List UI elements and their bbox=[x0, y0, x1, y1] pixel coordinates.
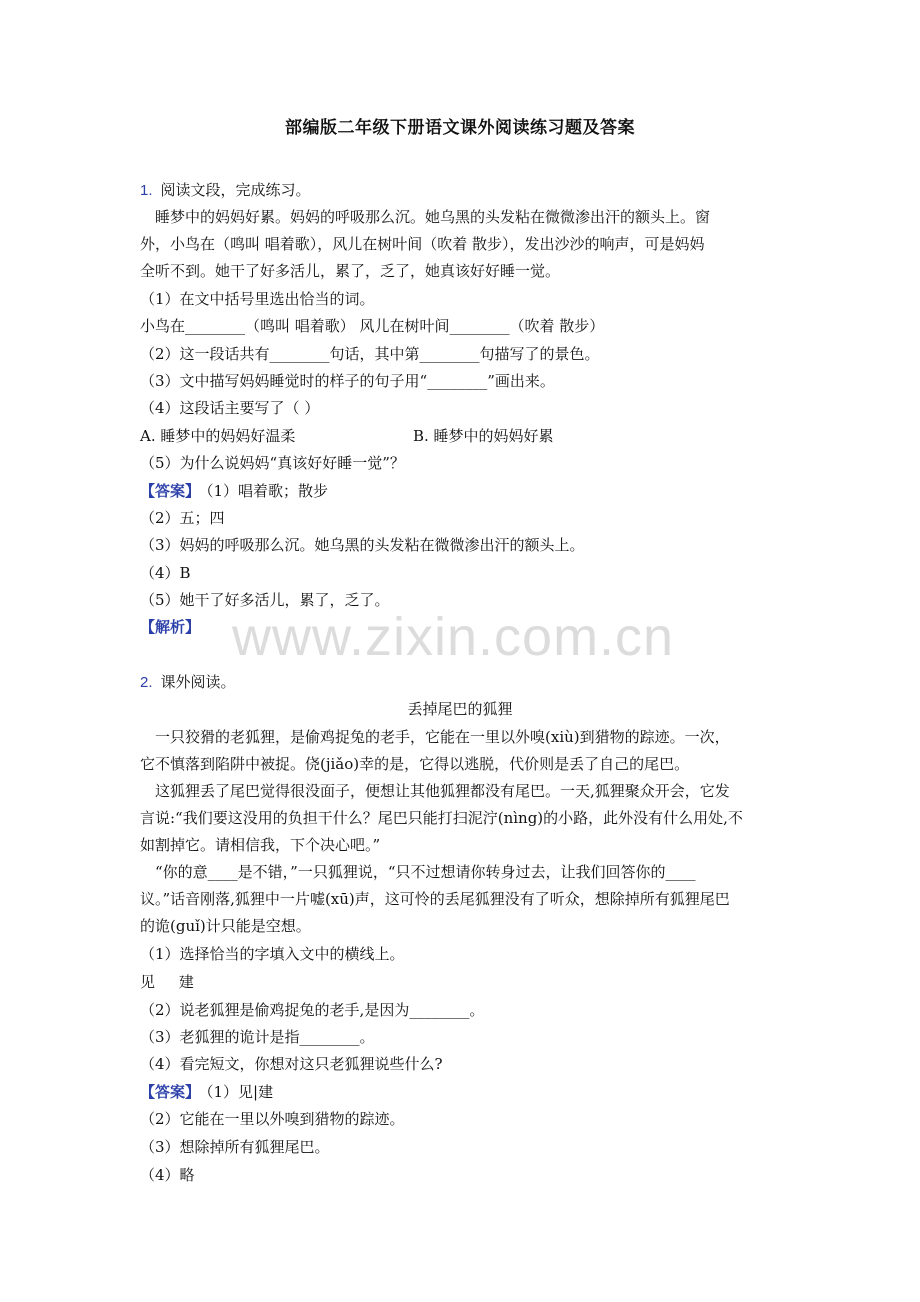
q2-sub3: （3）老狐狸的诡计是指________。 bbox=[140, 1028, 375, 1046]
q1-answer-tag: 【答案】 bbox=[140, 482, 201, 500]
q2-number: 2. bbox=[140, 674, 153, 691]
q1-answer-2: （2）五；四 bbox=[140, 509, 225, 527]
q1-answer-5: （5）她干了好多活儿，累了，乏了。 bbox=[140, 591, 390, 609]
q1-answer-row bbox=[140, 481, 790, 501]
q1-options bbox=[140, 426, 790, 446]
q2-answer-1: （1）见|建 bbox=[206, 1083, 274, 1101]
q2-choices: 见 建 bbox=[140, 973, 194, 991]
q2-heading bbox=[140, 672, 790, 693]
q1-passage-line-2: 外，小鸟在（鸣叫 唱着歌），风儿在树叶间（吹着 散步），发出沙沙的响声，可是妈妈 bbox=[140, 235, 705, 253]
q1-answer-4: （4）B bbox=[140, 564, 191, 582]
q2-answer-4: （4）略 bbox=[140, 1166, 195, 1184]
q2-answer-3: （3）想除掉所有狐狸尾巴。 bbox=[140, 1138, 330, 1156]
q2-story-title: 丢掉尾巴的狐狸 bbox=[407, 700, 513, 718]
q1-option-b: B. 睡梦中的妈妈好累 bbox=[413, 427, 554, 445]
q2-passage-line-4: 言说:“我们要这没用的负担干什么？尾巴只能打扫泥泞(nìng)的小路，此外没有什么用处,不 bbox=[140, 809, 743, 827]
q1-sub3: （3）文中描写妈妈睡觉时的样子的句子用“________”画出来。 bbox=[140, 372, 555, 390]
q2-answer-row bbox=[140, 1082, 790, 1102]
q1-analysis-tag: 【解析】 bbox=[140, 618, 201, 636]
q2-sub4: （4）看完短文，你想对这只老狐狸说些什么? bbox=[140, 1055, 443, 1073]
q2-passage-line-3: 这狐狸丢了尾巴觉得很没面子，便想让其他狐狸都没有尾巴。一天,狐狸聚众开会，它发 bbox=[155, 782, 730, 800]
q1-sub1-blanks: 小鸟在________（鸣叫 唱着歌） 风儿在树叶间________（吹着 散步） bbox=[140, 317, 605, 335]
q1-sub4: （4）这段话主要写了（ ） bbox=[140, 399, 320, 417]
q1-passage-line-3: 全听不到。她干了好多活儿，累了，乏了，她真该好好睡一觉。 bbox=[140, 262, 561, 280]
q1-number: 1. bbox=[140, 182, 153, 199]
q1-answer-3: （3）妈妈的呼吸那么沉。她乌黑的头发粘在微微渗出汗的额头上。 bbox=[140, 536, 585, 554]
q2-passage-line-6: “你的意____是不错，”一只狐狸说，“只不过想请你转身过去，让我们回答你的____ bbox=[155, 863, 696, 881]
q2-passage-line-1: 一只狡猾的老狐狸，是偷鸡捉兔的老手，它能在一里以外嗅(xiù)到猎物的踪迹。一次， bbox=[155, 728, 730, 746]
watermark-text: www.zixin.com.cn bbox=[232, 607, 675, 667]
q2-prompt: 课外阅读。 bbox=[160, 673, 236, 691]
q2-answer-2: （2）它能在一里以外嗅到猎物的踪迹。 bbox=[140, 1110, 405, 1128]
q2-answer-tag: 【答案】 bbox=[140, 1083, 201, 1101]
document-title: 部编版二年级下册语文课外阅读练习题及答案 bbox=[285, 118, 635, 138]
q2-sub1: （1）选择恰当的字填入文中的横线上。 bbox=[140, 945, 405, 963]
q1-prompt: 阅读文段，完成练习。 bbox=[160, 181, 311, 199]
q2-passage-line-2: 它不慎落到陷阱中被捉。侥(jiǎo)幸的是，它得以逃脱，代价则是丢了自己的尾巴。 bbox=[140, 755, 690, 773]
q1-sub2: （2）这一段话共有________句话，其中第________句描写了的景色。 bbox=[140, 345, 600, 363]
q1-option-a: A. 睡梦中的妈妈好温柔 bbox=[140, 427, 296, 445]
q1-passage-line-1: 睡梦中的妈妈好累。妈妈的呼吸那么沉。她乌黑的头发粘在微微渗出汗的额头上。窗 bbox=[155, 208, 711, 226]
q1-sub5: （5）为什么说妈妈“真该好好睡一觉”？ bbox=[140, 454, 405, 472]
q1-sub1: （1）在文中括号里选出恰当的词。 bbox=[140, 290, 375, 308]
q2-passage-line-5: 如割掉它。请相信我，下个决心吧。” bbox=[140, 836, 381, 854]
q1-heading bbox=[140, 180, 790, 201]
q2-passage-line-7: 议。”话音刚落,狐狸中一片嘘(xū)声，这可怜的丢尾狐狸没有了听众，想除掉所有狐狸尾巴 bbox=[140, 890, 730, 908]
q1-answer-1: （1）唱着歌；散步 bbox=[206, 482, 329, 500]
q2-sub2: （2）说老狐狸是偷鸡捉兔的老手,是因为________。 bbox=[140, 1001, 485, 1019]
q2-passage-line-8: 的诡(guǐ)计只能是空想。 bbox=[140, 917, 311, 935]
